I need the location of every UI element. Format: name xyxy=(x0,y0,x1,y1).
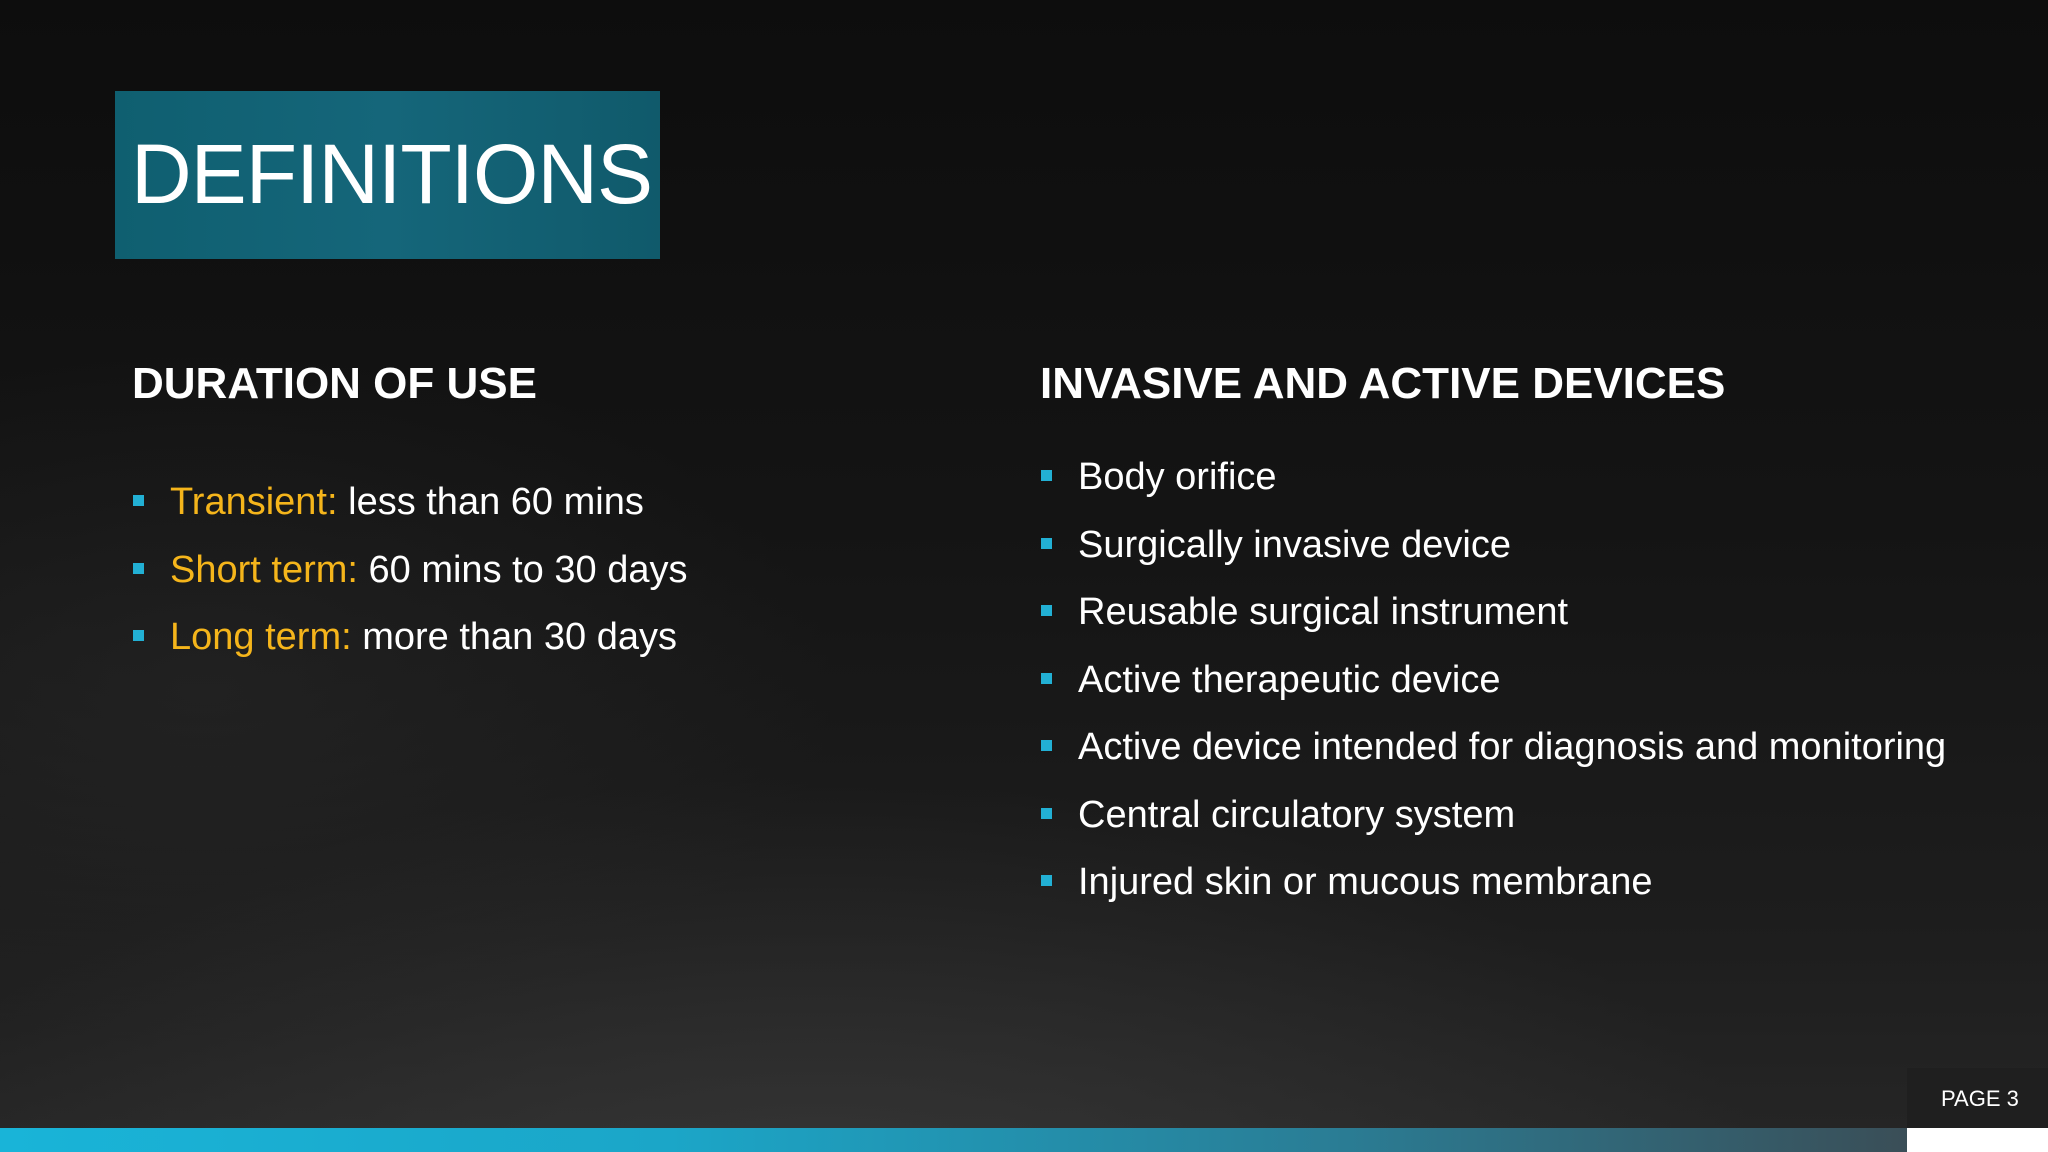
devices-item-label: Injured skin or mucous membrane xyxy=(1078,861,1653,903)
devices-item-label: Active device intended for diagnosis and monitoring xyxy=(1078,726,1947,768)
page-number: PAGE 3 xyxy=(1941,1086,2019,1111)
square-bullet-icon xyxy=(1041,875,1052,886)
square-bullet-icon xyxy=(1041,470,1052,481)
slide-title: DEFINITIONS xyxy=(131,127,653,221)
devices-item xyxy=(1041,788,1946,856)
duration-item-short-term xyxy=(133,543,687,611)
title-box xyxy=(115,91,660,259)
page-box-footer xyxy=(1907,1128,2048,1152)
square-bullet-icon xyxy=(133,495,144,506)
devices-item xyxy=(1041,855,1946,923)
devices-item-label: Active therapeutic device xyxy=(1078,658,1501,701)
square-bullet-icon xyxy=(133,563,144,574)
page-number-box xyxy=(1907,1068,2048,1152)
devices-item xyxy=(1041,450,1946,518)
square-bullet-icon xyxy=(133,630,144,641)
duration-term: Transient: xyxy=(170,481,338,523)
devices-item-label: Surgically invasive device xyxy=(1078,523,1511,566)
devices-list xyxy=(1041,450,1946,923)
devices-item-label: Body orifice xyxy=(1078,456,1277,498)
duration-desc: 60 mins to 30 days xyxy=(357,548,688,591)
square-bullet-icon xyxy=(1041,605,1052,616)
duration-item-transient xyxy=(133,475,687,543)
square-bullet-icon xyxy=(1041,808,1052,819)
devices-item xyxy=(1041,653,1946,721)
devices-item-label: Central circulatory system xyxy=(1078,793,1516,836)
devices-heading: INVASIVE AND ACTIVE DEVICES xyxy=(1040,359,1726,408)
duration-term: Long term: xyxy=(170,616,352,658)
bottom-accent-bar xyxy=(0,1128,1907,1152)
duration-item-long-term xyxy=(133,610,687,678)
duration-term: Short term: xyxy=(170,548,358,591)
devices-item xyxy=(1041,585,1946,653)
duration-heading: DURATION OF USE xyxy=(132,359,537,408)
square-bullet-icon xyxy=(1041,538,1052,549)
square-bullet-icon xyxy=(1041,673,1052,684)
devices-item-label: Reusable surgical instrument xyxy=(1078,591,1569,633)
square-bullet-icon xyxy=(1041,740,1052,751)
devices-item xyxy=(1041,720,1946,788)
duration-desc: less than 60 mins xyxy=(337,481,644,523)
duration-desc: more than 30 days xyxy=(351,616,677,658)
devices-item xyxy=(1041,518,1946,586)
duration-list xyxy=(133,475,687,678)
